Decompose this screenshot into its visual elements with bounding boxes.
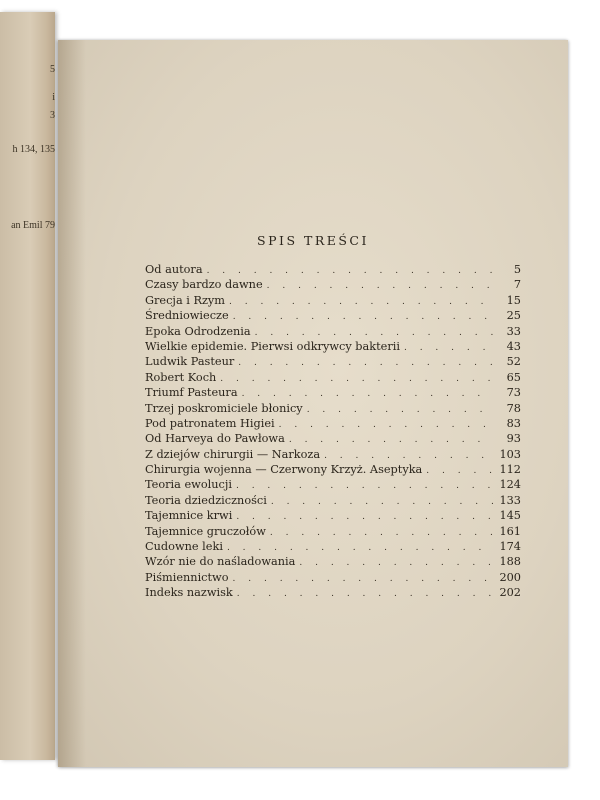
toc-entry: [145, 525, 521, 540]
toc-entry: [145, 571, 521, 586]
toc-leader-dots: [220, 374, 493, 384]
toc-entry-title: Robert Koch: [145, 370, 217, 384]
toc-entry-title: Grecja i Rzym: [145, 293, 226, 307]
toc-leader-dots: [267, 281, 493, 291]
left-page-fragment: an Emil 79: [11, 220, 55, 231]
toc-entry: [145, 555, 521, 570]
toc-entry-title: Wzór nie do naśladowania: [145, 555, 296, 569]
toc-leader-dots: [233, 574, 493, 584]
toc-leader-dots: [237, 589, 493, 599]
toc-leader-dots: [279, 420, 493, 430]
toc-leader-dots: [255, 328, 493, 338]
toc-entry-page: 43: [506, 339, 521, 353]
toc-entry: [145, 463, 521, 478]
table-of-contents: [145, 263, 521, 602]
toc-entry-page: 124: [499, 478, 521, 492]
toc-entry-page: 174: [499, 540, 521, 554]
toc-leader-dots: [229, 297, 493, 307]
toc-entry: [145, 494, 521, 509]
toc-entry-page: 7: [513, 278, 521, 292]
toc-entry: [145, 355, 521, 370]
page-gutter-shadow: [58, 40, 86, 767]
toc-entry: [145, 263, 521, 278]
toc-entry-title: Teoria ewolucji: [145, 478, 232, 492]
toc-entry-page: 202: [499, 586, 521, 600]
toc-entry-page: 93: [506, 432, 521, 446]
toc-entry-page: 33: [506, 324, 521, 338]
toc-entry-page: 161: [499, 524, 521, 538]
toc-entry-page: 78: [506, 401, 521, 415]
toc-entry: [145, 478, 521, 493]
toc-entry: [145, 448, 521, 463]
toc-entry-page: 25: [506, 309, 521, 323]
toc-entry-title: Epoka Odrodzenia: [145, 324, 251, 338]
toc-leader-dots: [426, 466, 493, 476]
toc-leader-dots: [271, 497, 493, 507]
toc-entry-title: Trzej poskromiciele błonicy: [145, 401, 303, 415]
toc-entry-page: 15: [506, 293, 521, 307]
book-page: [58, 40, 568, 767]
toc-entry: [145, 540, 521, 555]
left-page-fragment: h 134, 135: [12, 144, 55, 155]
toc-leader-dots: [324, 451, 493, 461]
toc-entry-title: Od autora: [145, 263, 203, 276]
toc-entry-page: 200: [499, 570, 521, 584]
toc-entry-title: Z dziejów chirurgii — Narkoza: [145, 447, 321, 461]
toc-entry: [145, 417, 521, 432]
toc-leader-dots: [270, 528, 493, 538]
toc-entry-title: Tajemnice krwi: [145, 509, 233, 523]
toc-title: SPIS TREŚCI: [257, 233, 369, 248]
toc-entry-page: 133: [499, 493, 521, 507]
toc-leader-dots: [404, 343, 493, 353]
toc-entry-title: Triumf Pasteura: [145, 386, 238, 400]
toc-entry-title: Wielkie epidemie. Pierwsi odkrywcy bakterii: [145, 339, 400, 353]
toc-entry-title: Średniowiecze: [145, 309, 229, 323]
toc-leader-dots: [238, 358, 493, 368]
toc-entry-title: Od Harveya do Pawłowa: [145, 432, 285, 446]
toc-leader-dots: [207, 266, 493, 276]
left-page-fragment: 5: [50, 64, 55, 75]
toc-entry-page: 83: [506, 416, 521, 430]
toc-entry-page: 5: [513, 263, 521, 276]
toc-entry-page: 188: [499, 555, 521, 569]
toc-entry-title: Indeks nazwisk: [145, 586, 233, 600]
toc-entry: [145, 340, 521, 355]
toc-entry-page: 103: [499, 447, 521, 461]
toc-entry-title: Piśmiennictwo: [145, 570, 229, 584]
toc-entry-title: Chirurgia wojenna — Czerwony Krzyż. Aseptyka: [145, 463, 423, 477]
toc-leader-dots: [307, 405, 493, 415]
toc-entry: [145, 294, 521, 309]
toc-entry-page: 112: [499, 463, 521, 477]
left-page-fragment: 3: [50, 110, 55, 121]
toc-entry-title: Ludwik Pasteur: [145, 355, 235, 369]
toc-leader-dots: [233, 312, 493, 322]
toc-leader-dots: [289, 435, 493, 445]
left-page-edge: [0, 12, 55, 760]
toc-entry-title: Tajemnice gruczołów: [145, 524, 266, 538]
toc-entry: [145, 402, 521, 417]
toc-entry: [145, 325, 521, 340]
toc-leader-dots: [299, 558, 493, 568]
toc-entry-page: 65: [506, 370, 521, 384]
toc-entry: [145, 586, 521, 601]
toc-entry-title: Teoria dziedziczności: [145, 493, 267, 507]
toc-entry-page: 52: [506, 355, 521, 369]
toc-entry-title: Pod patronatem Higiei: [145, 416, 275, 430]
toc-entry: [145, 509, 521, 524]
toc-entry: [145, 432, 521, 447]
toc-entry: [145, 386, 521, 401]
toc-leader-dots: [236, 512, 493, 522]
toc-entry: [145, 309, 521, 324]
toc-entry-title: Czasy bardzo dawne: [145, 278, 263, 292]
toc-entry-page: 73: [506, 386, 521, 400]
toc-leader-dots: [236, 481, 493, 491]
toc-leader-dots: [227, 543, 493, 553]
toc-leader-dots: [242, 389, 493, 399]
toc-entry-page: 145: [499, 509, 521, 523]
toc-entry: [145, 278, 521, 293]
left-page-fragment: i: [52, 92, 55, 103]
toc-entry-title: Cudowne leki: [145, 540, 223, 554]
toc-entry: [145, 371, 521, 386]
